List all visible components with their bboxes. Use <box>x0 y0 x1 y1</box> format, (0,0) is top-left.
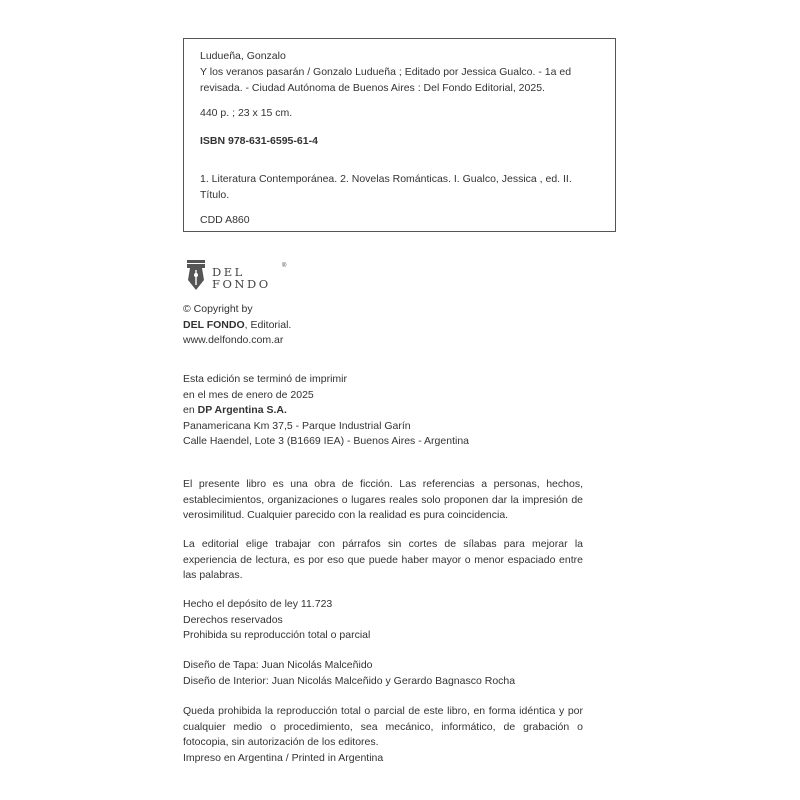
reproduction-notice: Queda prohibida la reproducción total o parcial de este libro, en forma idéntica y por cualquier medio o procedimiento, sea mecánico, informático, de grabación o fotocopia, sin autorización de los editores. <box>183 705 583 748</box>
catalog-title-line-1: Y los veranos pasarán / Gonzalo Ludueña ; Editado por Jessica Gualco. - 1a ed <box>200 66 572 78</box>
fiction-notice: El presente libro es una obra de ficción. Las referencias a personas, hechos, establecimientos, organizaciones o lugares reales solo proponen dar la impresión de verosimilitud. Cualquier parecido con la realidad es pura coincidencia. <box>183 478 583 521</box>
catalog-subjects: 1. Literatura Contemporánea. 2. Novelas Románticas. I. Gualco, Jessica , ed. II. Título. <box>200 173 572 201</box>
catalog-cdd: CDD A860 <box>200 214 250 226</box>
reproduction-block <box>183 704 583 766</box>
printer-address-1: Panamericana Km 37,5 - Parque Industrial Garín <box>183 419 411 432</box>
registered-mark: ® <box>282 263 287 269</box>
legal-block <box>183 597 583 644</box>
copyright-publisher <box>183 318 583 334</box>
logo-wordmark <box>212 266 271 290</box>
publisher-suffix: , Editorial. <box>244 318 292 331</box>
publisher-name: DEL FONDO <box>183 318 245 331</box>
logo-line-2: FONDO <box>212 277 271 291</box>
catalog-title-line-2: revisada. - Ciudad Autónoma de Buenos Aires : Del Fondo Editorial, 2025. <box>200 82 545 94</box>
printer-name: DP Argentina S.A. <box>197 404 287 416</box>
copyright-line: © Copyright by <box>183 303 253 315</box>
copyright-block <box>183 302 583 349</box>
catalog-record-box <box>183 38 616 232</box>
printing-line-3 <box>183 403 583 419</box>
printing-prefix: en <box>183 404 198 416</box>
fountain-pen-nib-icon <box>184 259 208 291</box>
legal-deposit: Hecho el depósito de ley 11.723 <box>183 598 333 610</box>
typography-notice: La editorial elige trabajar con párrafos sin cortes de sílabas para mejorar la experiencia de lectura, es por eso que puede haber mayor o menor espaciado entre las palabras. <box>183 538 583 581</box>
printer-address-2: Calle Haendel, Lote 3 (B1669 IEA) - Buenos Aires - Argentina <box>183 435 470 447</box>
logo-line-1: DEL <box>212 265 245 279</box>
publisher-logo <box>184 259 294 295</box>
cover-design-credit: Diseño de Tapa: Juan Nicolás Malceñido <box>183 659 373 671</box>
printing-block <box>183 372 583 450</box>
publisher-website: www.delfondo.com.ar <box>183 334 284 346</box>
rights-reserved: Derechos reservados <box>183 613 283 626</box>
catalog-physical-description: 440 p. ; 23 x 15 cm. <box>200 107 293 119</box>
printing-line-2: en el mes de enero de 2025 <box>183 388 314 401</box>
printed-in: Impreso en Argentina / Printed in Argentina <box>183 751 384 764</box>
interior-design-credit: Diseño de Interior: Juan Nicolás Malceñido y Gerardo Bagnasco Rocha <box>183 674 516 687</box>
catalog-isbn: ISBN 978-631-6595-61-4 <box>200 135 318 147</box>
reproduction-prohibited: Prohibida su reproducción total o parcial <box>183 629 371 641</box>
printing-line-1: Esta edición se terminó de imprimir <box>183 373 347 385</box>
design-credits <box>183 658 583 689</box>
catalog-author: Ludueña, Gonzalo <box>200 50 286 62</box>
